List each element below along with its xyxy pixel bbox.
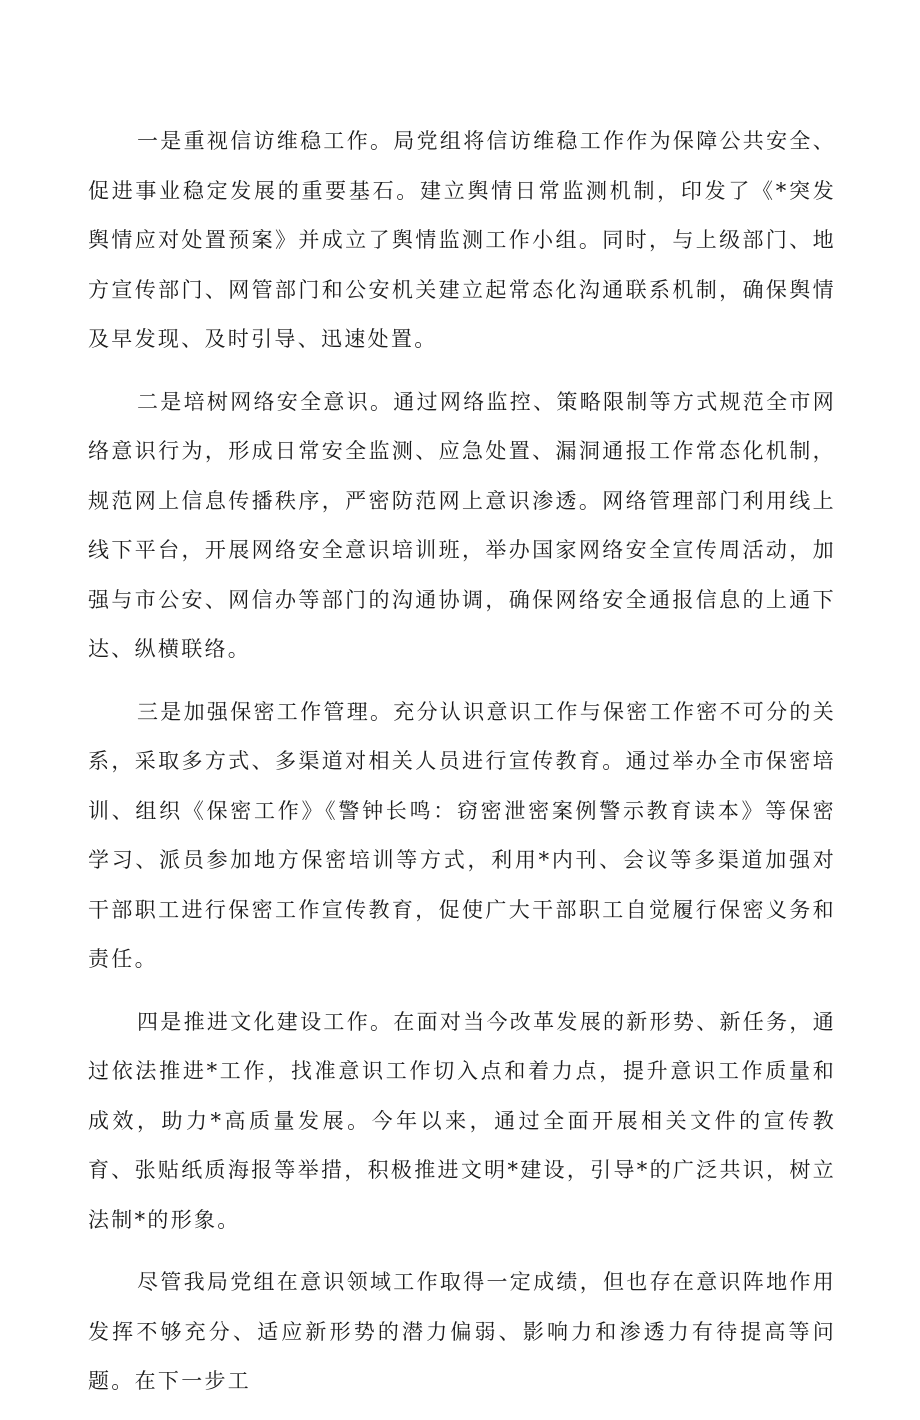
document-body (88, 117, 836, 1420)
paragraph-network-security: 二是培树网络安全意识。通过网络监控、策略限制等方式规范全市网络意识行为，形成日常安全监测、应急处置、漏洞通报工作常态化机制，规范网上信息传播秩序，严密防范网上意识渗透。网络管理部门利用线上线下平台，开展网络安全意识培训班，举办国家网络安全宣传周活动，加强与市公安、网信办等部门的沟通协调，确保网络安全通报信息的上通下达、纵横联络。 (88, 389, 836, 661)
paragraph-culture-building: 四是推进文化建设工作。在面对当今改革发展的新形势、新任务，通过依法推进*工作，找准意识工作切入点和着力点，提升意识工作质量和成效，助力*高质量发展。今年以来，通过全面开展相关文件的宣传教育、张贴纸质海报等举措，积极推进文明*建设，引导*的广泛共识，树立法制*的形象。 (88, 1009, 836, 1232)
paragraph-confidentiality: 三是加强保密工作管理。充分认识意识工作与保密工作密不可分的关系，采取多方式、多渠道对相关人员进行宣传教育。通过举办全市保密培训、组织《保密工作》《警钟长鸣：窃密泄密案例警示教育读本》等保密学习、派员参加地方保密培训等方式，利用*内刊、会议等多渠道加强对干部职工进行保密工作宣传教育，促使广大干部职工自觉履行保密义务和责任。 (88, 699, 836, 971)
paragraph-problems: 尽管我局党组在意识领域工作取得一定成绩，但也存在意识阵地作用发挥不够充分、适应新形势的潜力偏弱、影响力和渗透力有待提高等问题。在下一步工 (88, 1270, 836, 1393)
paragraph-petition-stability: 一是重视信访维稳工作。局党组将信访维稳工作作为保障公共安全、促进事业稳定发展的重要基石。建立舆情日常监测机制，印发了《*突发舆情应对处置预案》并成立了舆情监测工作小组。同时，与上级部门、地方宣传部门、网管部门和公安机关建立起常态化沟通联系机制，确保舆情及早发现、及时引导、迅速处置。 (88, 129, 836, 351)
